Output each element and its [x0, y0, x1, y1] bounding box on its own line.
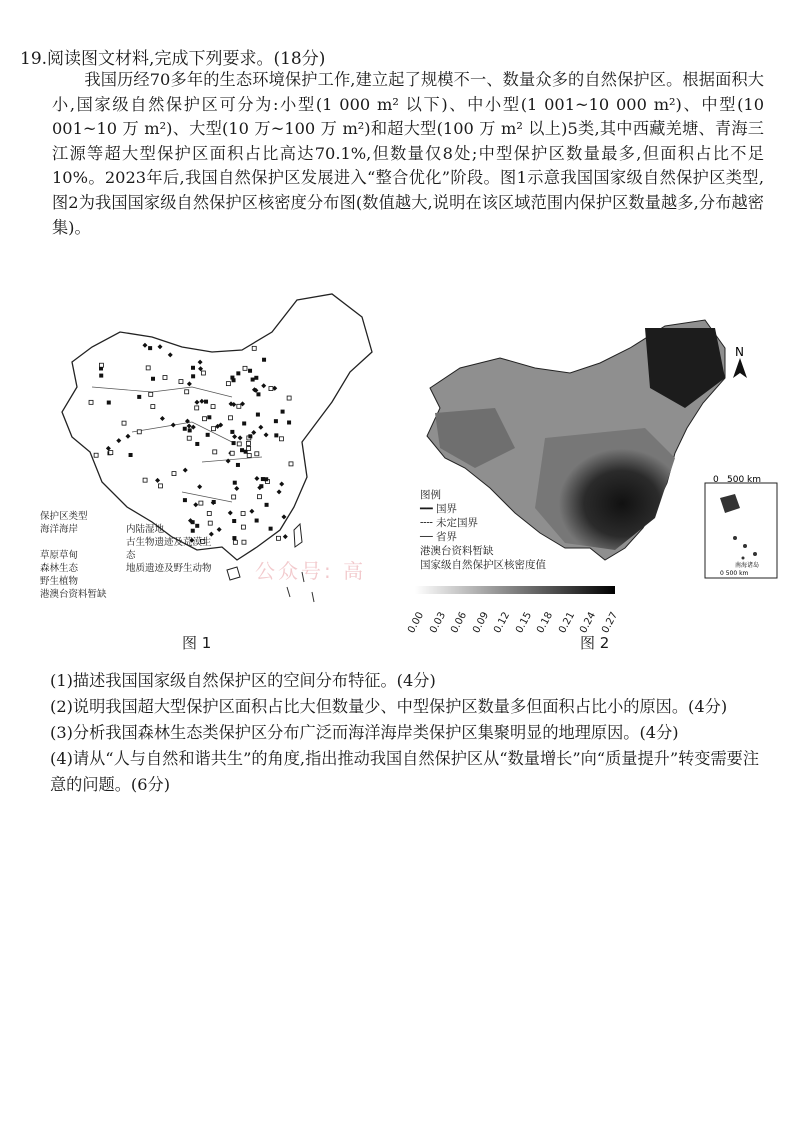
reserve-marker — [230, 451, 234, 455]
reserve-marker — [149, 392, 153, 396]
reserve-marker — [204, 400, 208, 404]
material-paragraph — [52, 68, 764, 240]
reserve-marker — [99, 374, 103, 378]
reserve-marker — [248, 369, 252, 373]
reserve-marker — [179, 380, 183, 384]
scale-title: 国家级自然保护区核密度值 — [420, 559, 546, 571]
reserve-marker — [212, 500, 216, 504]
density-scale-ticks — [402, 594, 620, 636]
reserve-marker — [109, 451, 113, 455]
scale-tick-label: 0.15 — [513, 610, 534, 636]
reserve-marker — [287, 396, 291, 400]
reserve-marker — [226, 382, 230, 386]
reserve-marker — [274, 419, 278, 423]
reserve-marker — [276, 536, 280, 540]
reserve-marker — [232, 441, 236, 445]
reserve-marker — [137, 395, 141, 399]
material-text: 我国历经70多年的生态环境保护工作,建立起了规模不一、数量众多的自然保护区。根据面积大小,国家级自然保护区可分为:小型(1 000 m² 以下)、中小型(1 001~10 000 m²)、中型(10 001~10 万 m²)、大型(10 万~100 万 m²)和超大型(100 万 m² 以上)5类,其中西藏羌塘、青海三江源等超大型保护区面积占比高达70.1%,但数量仅8处;中型保护区数量最多,但面积占比不足10%。2023年后,我国自然保护区发展进入“整合优化”阶段。图1示意我国国家级自然保护区类型,图2为我国国家级自然保护区核密度分布图(数值越大,说明在该区域范围内保护区数量越多,分布越密集)。 — [52, 70, 764, 237]
reserve-marker — [241, 512, 245, 516]
legend-item: 野生植物 — [40, 576, 79, 587]
figure1-caption: 图 1 — [182, 634, 212, 652]
legend-item: 未定国界 — [435, 517, 478, 529]
reserve-marker — [201, 371, 205, 375]
scale-bar-zero: 0 — [713, 475, 719, 485]
reserve-marker — [269, 527, 273, 531]
reserve-marker — [265, 503, 269, 507]
scale-tick-label: 0.00 — [406, 610, 427, 636]
reserve-marker — [236, 371, 240, 375]
reserve-marker — [232, 519, 236, 523]
reserve-marker — [185, 390, 189, 394]
reserve-marker — [248, 434, 252, 438]
figure1-legend — [40, 510, 212, 601]
legend-item: 古生物遗迹及荒漠生态 — [126, 537, 212, 561]
legend-item: 草原草甸 — [40, 550, 79, 561]
reserve-marker — [281, 410, 285, 414]
legend-item: 地质遗迹及野生动物 — [126, 563, 212, 574]
north-arrow-icon — [733, 358, 747, 378]
reserve-marker — [246, 441, 250, 445]
reserve-marker — [262, 358, 266, 362]
sub-question: (3)分析我国森林生态类保护区分布广泛而海洋海岸类保护区集聚明显的地理原因。(4分) — [50, 723, 679, 742]
reserve-marker — [256, 413, 260, 417]
legend-item: 森林生态 — [40, 563, 79, 574]
reserve-marker — [279, 437, 283, 441]
reserve-marker — [99, 363, 103, 367]
reserve-marker — [274, 433, 278, 437]
scale-tick-label: 0.27 — [599, 610, 620, 636]
reserve-marker — [199, 501, 203, 505]
reserve-marker — [183, 427, 187, 431]
scale-tick-label: 0.12 — [492, 610, 513, 636]
scale-tick-label: 0.03 — [427, 610, 448, 636]
reserve-marker — [237, 442, 241, 446]
reserve-marker — [89, 400, 93, 404]
scale-bar-km: 500 km — [727, 475, 762, 485]
reserve-marker — [202, 417, 206, 421]
reserve-marker — [195, 406, 199, 410]
figure2-density-map — [405, 318, 785, 618]
reserve-marker — [206, 433, 210, 437]
legend-title: 保护区类型 — [40, 511, 88, 522]
reserve-marker — [283, 534, 288, 539]
reserve-marker — [233, 481, 237, 485]
watermark: 公众号: 高 — [255, 559, 367, 583]
reserve-marker — [243, 366, 247, 370]
reserve-marker — [247, 453, 251, 457]
legend-item: 省界 — [435, 531, 457, 543]
data-note: 港澳台资料暂缺 — [40, 589, 107, 600]
legend-title: 图例 — [420, 489, 441, 501]
legend-item: 国界 — [435, 503, 457, 515]
reserve-marker — [211, 405, 215, 409]
reserve-marker — [254, 376, 258, 380]
reserve-marker — [241, 525, 245, 529]
reserve-marker — [163, 375, 167, 379]
figure2-legend: 图例 ━━ 国界 ╌╌ 未定国界 ── 省界 港澳台资料暂缺 国家级自然保护区核密度值 — [420, 489, 546, 571]
sub-question: (2)说明我国超大型保护区面积占比大但数量少、中型保护区数量多但面积占比小的原因。(4分) — [50, 697, 728, 716]
inset-scale: 0 500 km — [720, 570, 749, 577]
reserve-marker — [287, 420, 291, 424]
reserve-marker — [146, 366, 150, 370]
reserve-marker — [122, 421, 126, 425]
reserve-marker — [228, 416, 232, 420]
reserve-marker — [188, 428, 192, 432]
reserve-marker — [251, 378, 255, 382]
reserve-marker — [257, 495, 261, 499]
reserve-marker — [269, 387, 273, 391]
reserve-marker — [195, 442, 199, 446]
reserve-marker — [242, 540, 246, 544]
reserve-marker — [158, 484, 162, 488]
reserve-marker — [232, 536, 236, 540]
reserve-marker — [207, 415, 211, 419]
reserve-marker — [151, 377, 155, 381]
reserve-marker — [107, 401, 111, 405]
reserve-marker — [94, 453, 98, 457]
reserve-marker — [255, 452, 259, 456]
north-label: N — [735, 345, 744, 359]
scale-tick-label: 0.24 — [578, 610, 599, 636]
reserve-marker — [240, 448, 244, 452]
reserve-marker — [137, 430, 141, 434]
reserve-marker — [213, 450, 217, 454]
reserve-marker — [151, 405, 155, 409]
reserve-marker — [191, 366, 195, 370]
legend-item: 内陆湿地 — [126, 524, 165, 535]
reserve-marker — [259, 484, 263, 488]
reserve-marker — [242, 421, 246, 425]
scale-tick-label: 0.18 — [535, 610, 556, 636]
sub-question: (1)描述我国国家级自然保护区的空间分布特征。(4分) — [50, 671, 436, 690]
legend-item: 海洋海岸 — [40, 524, 79, 535]
reserve-marker — [232, 495, 236, 499]
reserve-marker — [237, 404, 241, 408]
reserve-marker — [211, 427, 215, 431]
reserve-marker — [236, 463, 240, 467]
reserve-marker — [129, 453, 133, 457]
reserve-marker — [255, 519, 259, 523]
reserve-marker — [172, 472, 176, 476]
reserve-marker — [261, 477, 265, 481]
reserve-marker — [148, 346, 152, 350]
reserve-marker — [230, 430, 234, 434]
reserve-marker — [143, 478, 147, 482]
hainan-island — [227, 567, 240, 580]
taiwan-island — [294, 524, 302, 547]
scale-tick-label: 0.21 — [556, 610, 577, 636]
sub-questions — [50, 668, 770, 798]
reserve-marker — [247, 446, 251, 450]
reserve-marker — [256, 392, 260, 396]
reserve-marker — [233, 540, 237, 544]
data-note: 港澳台资料暂缺 — [420, 545, 494, 557]
sub-question: (4)请从“人与自然和谐共生”的角度,指出推动我国自然保护区从“数量增长”向“质量提升”转变需要注意的问题。(6分) — [50, 749, 760, 794]
reserve-marker — [230, 376, 234, 380]
reserve-marker — [252, 346, 256, 350]
reserve-marker — [191, 374, 195, 378]
reserve-marker — [289, 462, 293, 466]
density-scale-bar — [415, 586, 615, 594]
reserve-marker — [183, 498, 187, 502]
scale-tick-label: 0.06 — [449, 610, 470, 636]
question-title: 19.阅读图文材料,完成下列要求。(18分) — [20, 49, 326, 69]
scale-tick-label: 0.09 — [470, 610, 491, 636]
reserve-marker — [187, 436, 191, 440]
inset-label: 南海诸岛 — [735, 562, 760, 569]
figure2-caption: 图 2 — [580, 634, 610, 652]
